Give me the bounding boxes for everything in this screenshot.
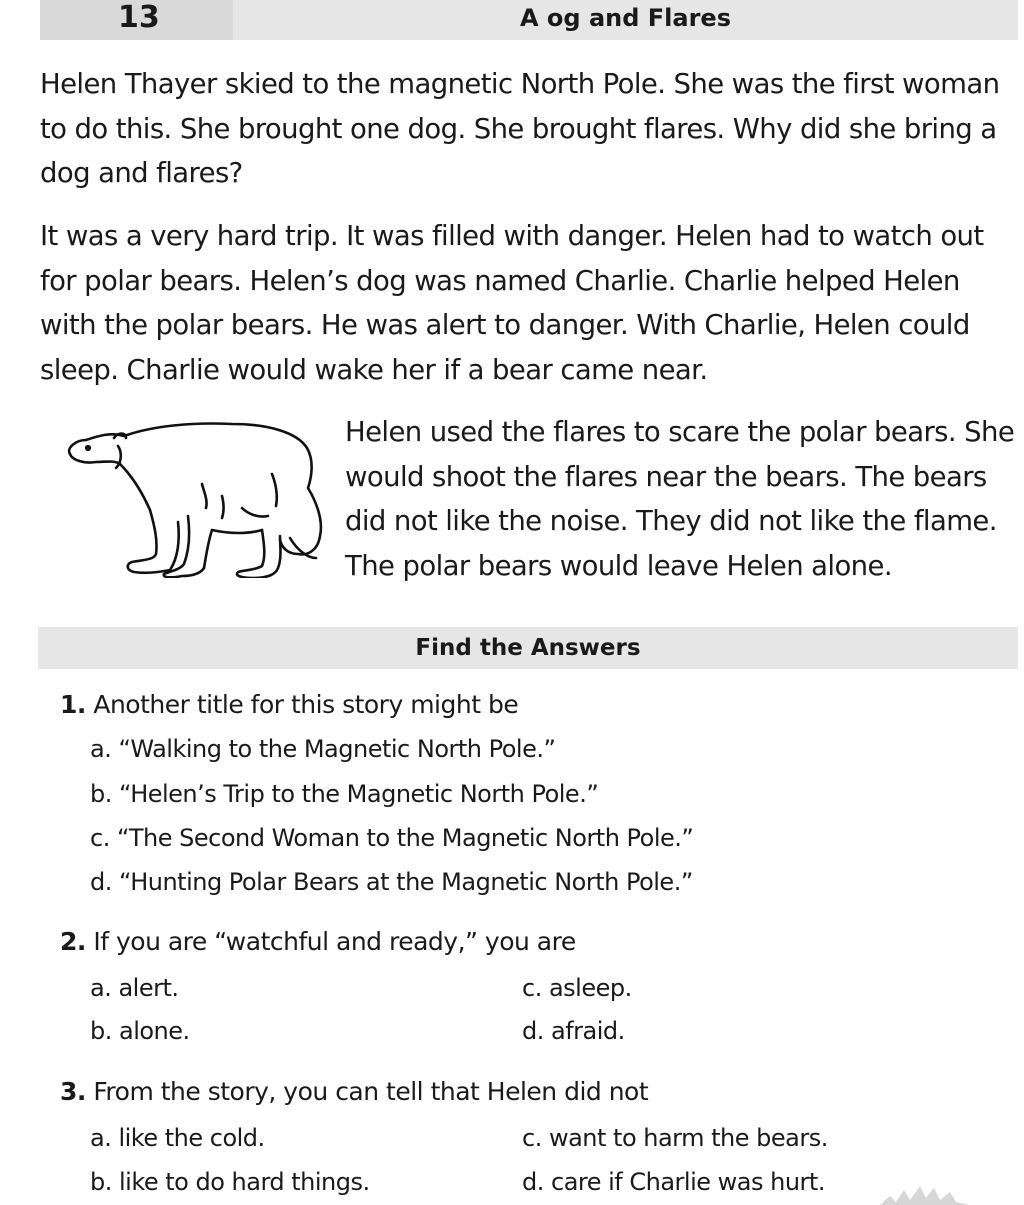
question-3-option-a: a. like the cold. [90,1124,265,1152]
question-number: 2. [60,927,86,956]
polar-bear-illustration [62,418,327,578]
question-2-option-c: c. asleep. [522,974,632,1002]
story-header [40,0,1018,40]
question-3-option-c: c. want to harm the bears. [522,1124,828,1152]
question-2-option-a: a. alert. [90,974,179,1002]
question-1-option-c: c. “The Second Woman to the Magnetic North Pole.” [90,824,694,852]
question-3-option-b: b. like to do hard things. [90,1168,370,1196]
story-number: 13 [40,0,233,40]
question-3-option-d: d. care if Charlie was hurt. [522,1168,825,1196]
question-3 [60,1077,648,1107]
question-number: 1. [60,690,86,719]
question-2-option-d: d. afraid. [522,1017,625,1045]
story-title: A og and Flares [520,4,731,32]
story-paragraph-2: It was a very hard trip. It was filled with danger. Helen had to watch out for polar bears. Helen’s dog was named Charlie. Charlie helped Helen with the polar bears. He was alert to danger. With Charlie, Helen could sleep. Charlie would wake her if a bear came near. [40,220,984,386]
question-1-option-a: a. “Walking to the Magnetic North Pole.” [90,735,556,763]
question-2 [60,927,576,957]
story-paragraph-1: Helen Thayer skied to the magnetic North Pole. She was the first woman to do this. She brought one dog. She brought flares. Why did she bring a dog and flares? [40,68,1000,189]
starburst-decoration [880,1184,970,1205]
question-1 [60,690,518,720]
question-1-option-b: b. “Helen’s Trip to the Magnetic North Pole.” [90,780,599,808]
question-1-option-d: d. “Hunting Polar Bears at the Magnetic North Pole.” [90,868,693,896]
section-title: Find the Answers [38,627,1018,669]
question-number: 3. [60,1077,86,1106]
question-text: If you are “watchful and ready,” you are [93,927,576,956]
story-paragraph-3: Helen used the flares to scare the polar bears. She would shoot the flares near the bears. The bears did not like the noise. They did not like the flame. The polar bears would leave Helen alone. [345,416,1015,582]
question-2-option-b: b. alone. [90,1017,190,1045]
question-text: From the story, you can tell that Helen did not [93,1077,649,1106]
question-text: Another title for this story might be [93,690,519,719]
